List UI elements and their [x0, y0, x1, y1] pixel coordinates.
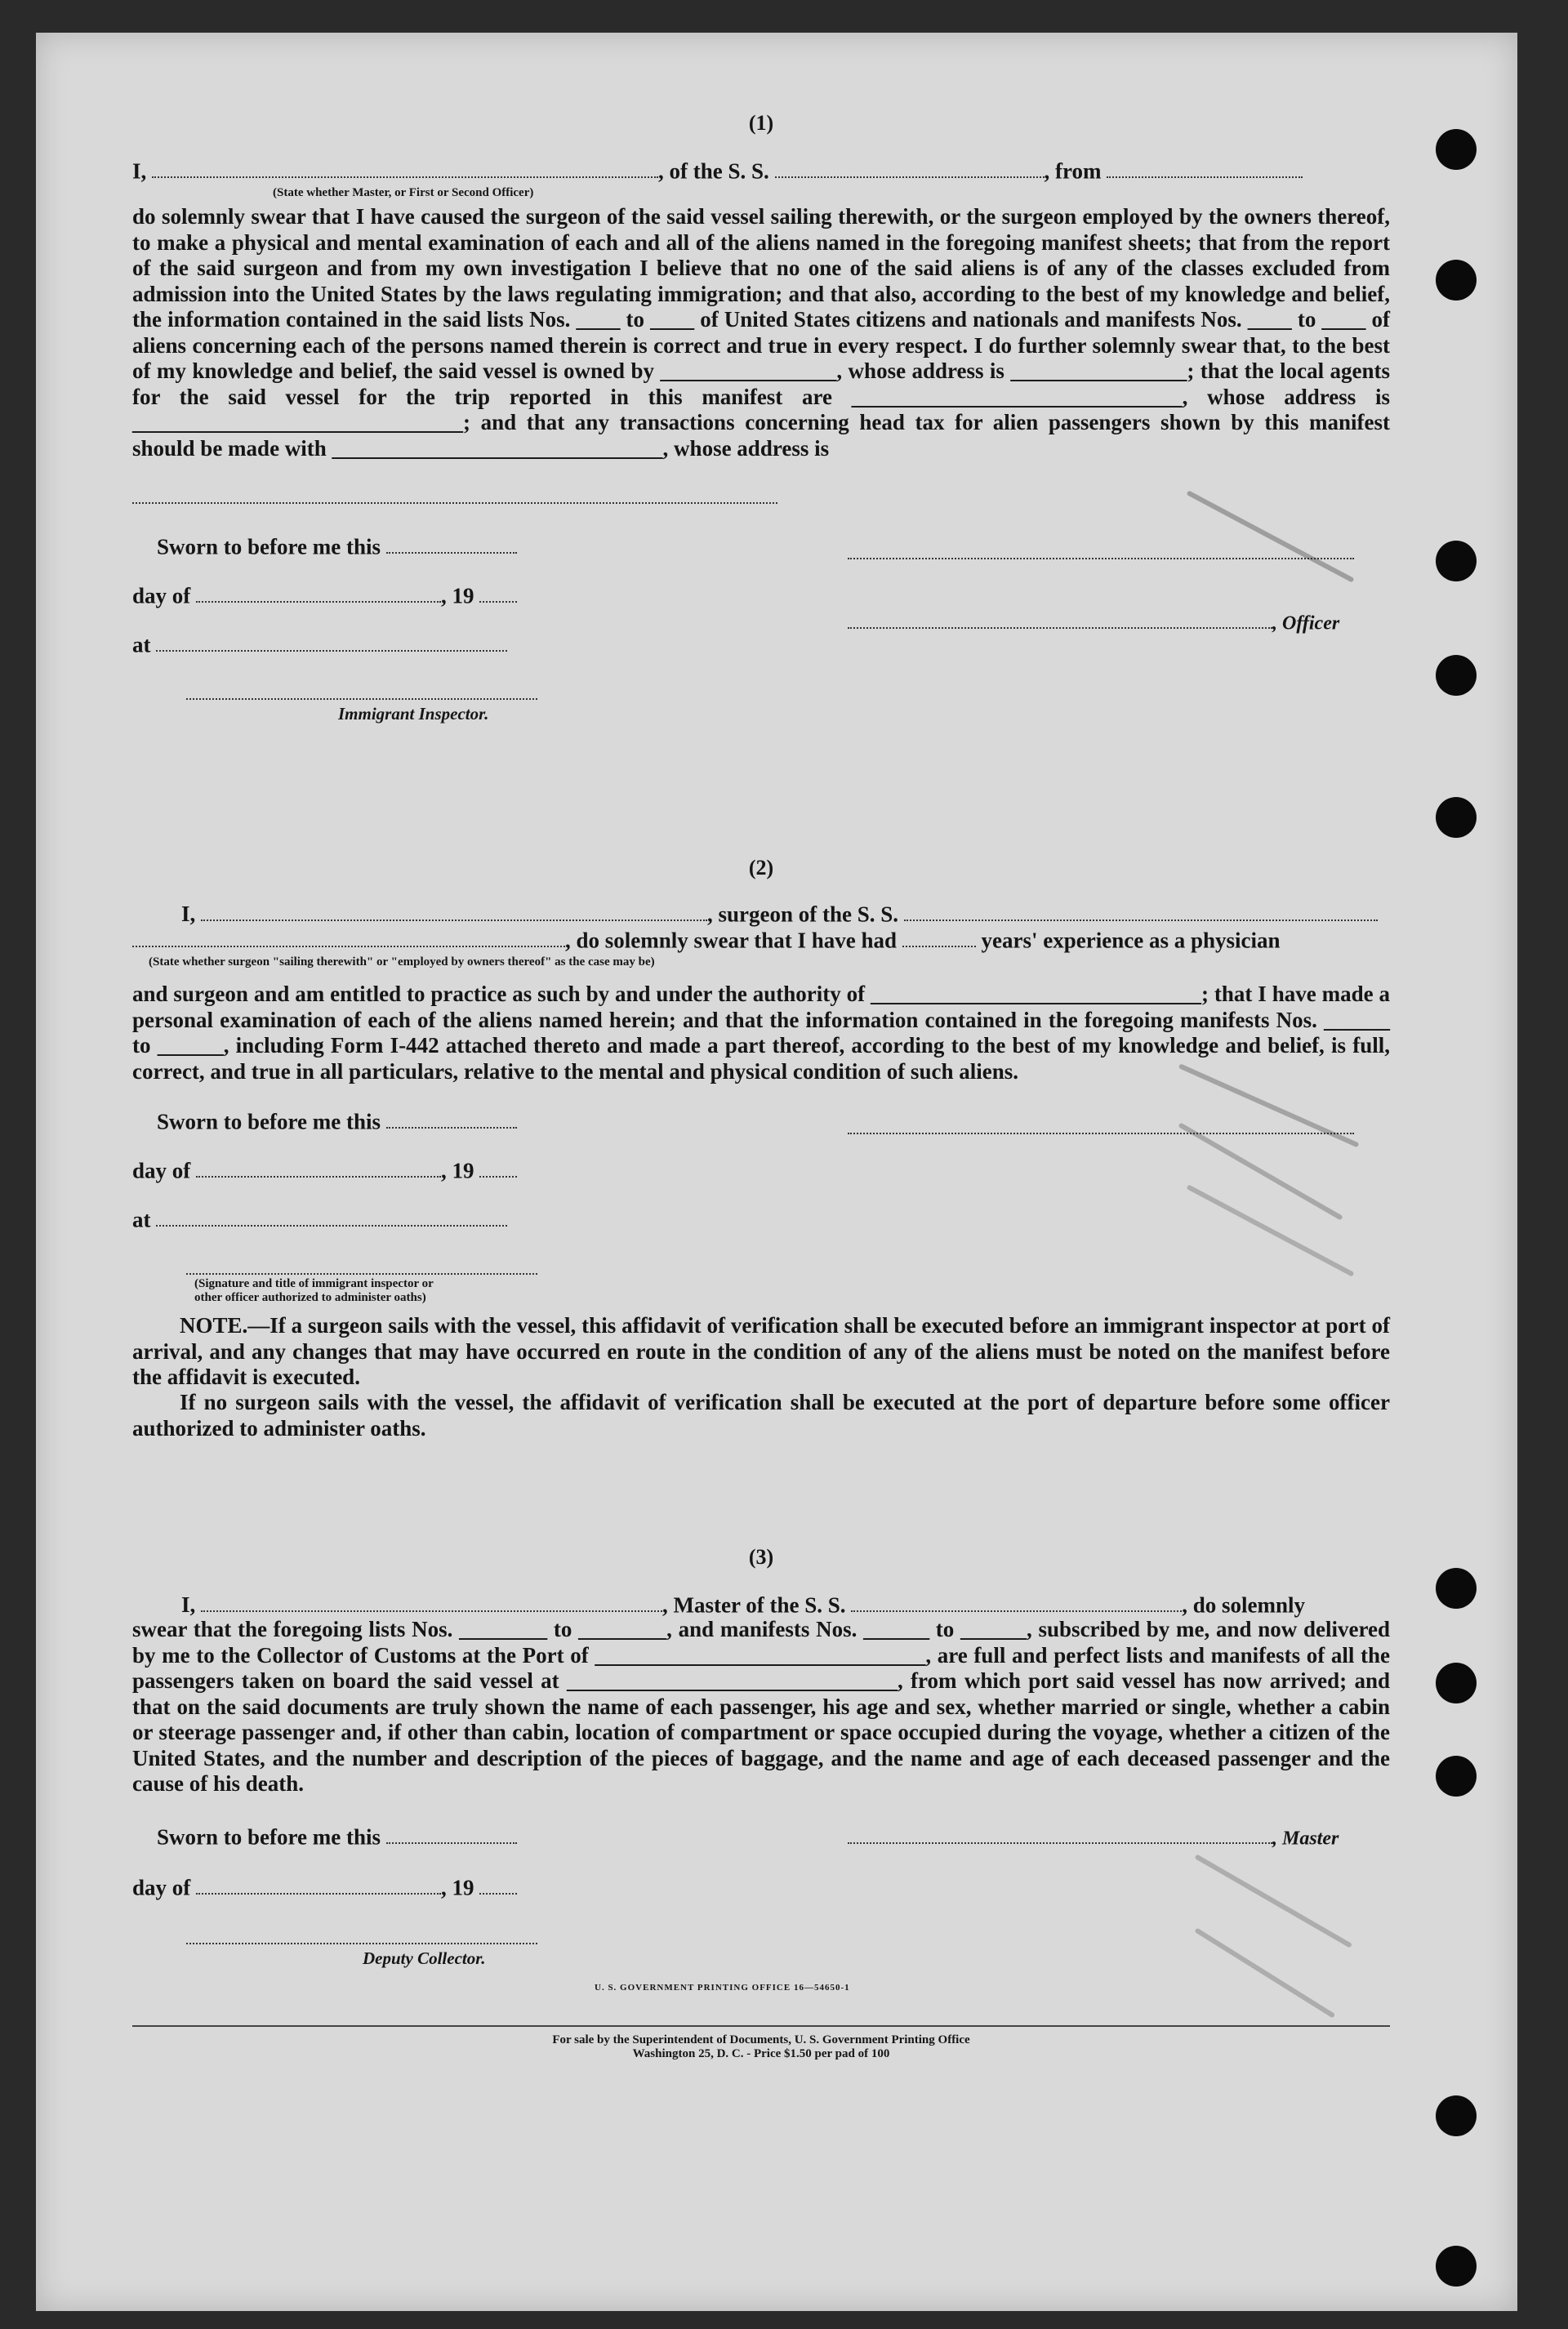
year-field[interactable] — [479, 1873, 517, 1895]
hole-icon — [1436, 129, 1477, 170]
day-of-row-1 — [132, 581, 517, 608]
officer-signature-line[interactable] — [848, 557, 1354, 559]
month-field[interactable] — [196, 1156, 441, 1178]
swear-label: , do solemnly swear that I have had — [565, 928, 898, 953]
master-signature-row — [848, 1823, 1339, 1850]
month-field[interactable] — [196, 581, 441, 603]
at-place-field[interactable] — [156, 1205, 507, 1227]
section-1-oath-line — [132, 157, 1390, 184]
note-paragraph-2: If no surgeon sails with the vessel, the affidavit of verification shall be executed at the port of departure before some officer authorized to administer oaths. — [132, 1390, 1390, 1441]
inspector-signature-line[interactable] — [186, 697, 537, 700]
form-page — [36, 33, 1517, 2311]
year-label: , 19 — [441, 1158, 474, 1183]
pen-mark — [1194, 1927, 1335, 2018]
pen-mark — [1195, 1854, 1353, 1948]
at-row-2 — [132, 1205, 507, 1232]
sworn-row-3 — [157, 1823, 517, 1850]
vessel-name-field[interactable] — [775, 157, 1045, 178]
section-3-paragraph: swear that the foregoing lists Nos. ________ to ________, and manifests Nos. ______ to ______, subscribed by me, and now delivered by me to the Collector of Customs at the Port of ______________________________, are full and perfect lists and manifests of all the passengers taken on board the said vessel at ______________________________, from which port said vessel has now arrived; and that on the said documents are truly shown the name of each passenger, his age and sex, whether married or single, whether a cabin or steerage passenger and, if other than cabin, location of compartment or space occupied during the voyage, whether a citizen of the United States, and the number and description of the pieces of baggage, and the name and age of each deceased passenger and the cause of his death. — [132, 1617, 1390, 1796]
surgeon-status-note: (State whether surgeon "sailing therewith" or "employed by owners thereof" as the case may be) — [149, 955, 655, 969]
sworn-label: Sworn to before me this — [157, 1824, 381, 1850]
day-of-row-3 — [132, 1873, 517, 1900]
signature-note-2: other officer authorized to administer oaths) — [194, 1291, 426, 1304]
day-of-label: day of — [132, 1158, 191, 1183]
sworn-day-field[interactable] — [386, 1823, 517, 1844]
sworn-day-field[interactable] — [386, 532, 517, 554]
pronoun-i: I, — [181, 902, 196, 927]
master-signature-label: , Master — [1272, 1828, 1339, 1850]
section-3-line-1 — [132, 1591, 1305, 1618]
gpo-imprint: U. S. GOVERNMENT PRINTING OFFICE 16—54650-1 — [595, 1983, 850, 1993]
hole-icon — [1436, 797, 1477, 838]
deputy-signature-line[interactable] — [186, 1942, 537, 1944]
hole-icon — [1436, 541, 1477, 581]
officer-title-field[interactable] — [848, 608, 1272, 629]
hole-icon — [1436, 2095, 1477, 2136]
section-1-number: (1) — [748, 111, 774, 135]
footer-line-2: Washington 25, D. C. - Price $1.50 per pad of 100 — [632, 2047, 890, 2060]
surgeon-status-field[interactable] — [132, 926, 565, 947]
officer-title-row — [848, 608, 1339, 635]
surgeon-vessel-field[interactable] — [904, 900, 1378, 921]
section-1-paragraph: do solemnly swear that I have caused the surgeon of the said vessel sailing therewith, or the surgeon employed by the owners thereof, to make a physical and mental examination of each and all of the aliens named in the foregoing manifest sheets; that from the report of the said surgeon and from my own investigation I believe that no one of the said aliens is of any of the classes excluded from admission into the United States by the laws regulating immigration; and that also, according to the best of my knowledge and belief, the information contained in the said lists Nos. ____ to ____ of United States citizens and nationals and manifests Nos. ____ to ____ of aliens concerning each of the persons named therein is correct and true in every respect. I do further solemnly swear that, to the best of my knowledge and belief, the said vessel is owned by ________________, whose address is ________________; that the local agents for the said vessel for the trip reported in this manifest are ______________________________, whose address is ______________________________; and that any transactions concerning head tax for alien passengers shown by this manifest should be made with ______________________________, whose address is — [132, 204, 1390, 461]
hole-icon — [1436, 1663, 1477, 1703]
hole-icon — [1436, 1568, 1477, 1609]
pen-mark — [1178, 1122, 1343, 1220]
sworn-row-2 — [157, 1107, 517, 1134]
hole-icon — [1436, 260, 1477, 301]
section-3-number: (3) — [748, 1545, 774, 1569]
years-field[interactable] — [902, 926, 976, 947]
day-of-label: day of — [132, 1875, 191, 1900]
from-label: , from — [1044, 158, 1102, 184]
inspector-label: Immigrant Inspector. — [338, 704, 489, 724]
hole-icon — [1436, 655, 1477, 696]
at-row-1 — [132, 630, 507, 657]
officer-rank-note: (State whether Master, or First or Second Officer) — [273, 186, 534, 199]
section-2-number: (2) — [748, 856, 774, 879]
year-field[interactable] — [479, 581, 517, 603]
section-2-paragraph: and surgeon and am entitled to practice as such by and under the authority of ______________________________; that I have made a personal examination of each of the aliens named herein; and that the information contained in the foregoing manifests Nos. ______ to ______, including Form I-442 attached thereto and made a part thereof, according to the best of my knowledge and belief, is full, correct, and true in all particulars, relative to the mental and physical condition of such aliens. — [132, 982, 1390, 1084]
pronoun-i: I, — [132, 158, 147, 184]
swear-label: , do solemnly — [1182, 1592, 1306, 1618]
signature-note-1: (Signature and title of immigrant inspector or — [194, 1277, 434, 1290]
master-vessel-field[interactable] — [851, 1591, 1182, 1612]
master-label: , Master of the S. S. — [662, 1592, 846, 1618]
surgeon-signature-line[interactable] — [848, 1132, 1354, 1134]
sworn-row-1 — [157, 532, 517, 559]
sworn-label: Sworn to before me this — [157, 534, 381, 559]
year-label: , 19 — [441, 583, 474, 608]
section-2-line-1 — [132, 900, 1378, 927]
surgeon-name-field[interactable] — [201, 900, 707, 921]
footer-line-1: For sale by the Superintendent of Documents, U. S. Government Printing Office — [552, 2033, 970, 2046]
binder-holes — [1403, 33, 1517, 2311]
day-of-label: day of — [132, 583, 191, 608]
address-continuation-line[interactable] — [132, 501, 777, 504]
hole-icon — [1436, 1756, 1477, 1797]
years-label: years' experience as a physician — [981, 928, 1281, 953]
footer-rule — [132, 2025, 1390, 2027]
pen-mark — [1187, 1184, 1355, 1276]
month-field[interactable] — [196, 1873, 441, 1895]
oath-officer-signature-line[interactable] — [186, 1272, 537, 1275]
year-field[interactable] — [479, 1156, 517, 1178]
day-of-row-2 — [132, 1156, 517, 1183]
section-2-line-2 — [132, 926, 1281, 953]
from-port-field[interactable] — [1107, 157, 1303, 178]
officer-label: , Officer — [1272, 612, 1340, 635]
surgeon-label: , surgeon of the S. S. — [707, 902, 899, 927]
sworn-day-field[interactable] — [386, 1107, 517, 1129]
at-place-field[interactable] — [156, 630, 507, 652]
master-name-field[interactable] — [201, 1591, 662, 1612]
officer-name-field[interactable] — [152, 157, 658, 178]
at-label: at — [132, 1207, 151, 1232]
year-label: , 19 — [441, 1875, 474, 1900]
pronoun-i: I, — [181, 1592, 196, 1618]
sworn-label: Sworn to before me this — [157, 1109, 381, 1134]
at-label: at — [132, 632, 151, 657]
hole-icon — [1436, 2246, 1477, 2287]
deputy-label: Deputy Collector. — [363, 1948, 486, 1968]
pen-mark — [1187, 490, 1355, 582]
note-paragraph-1: NOTE.—If a surgeon sails with the vessel, this affidavit of verification shall be executed before an immigrant inspector at port of arrival, and any changes that may have occurred en route in the condition of any of the aliens must be noted on the manifest before the affidavit is executed. — [132, 1313, 1390, 1389]
master-signature-field[interactable] — [848, 1823, 1272, 1844]
ss-label: , of the S. S. — [658, 158, 769, 184]
